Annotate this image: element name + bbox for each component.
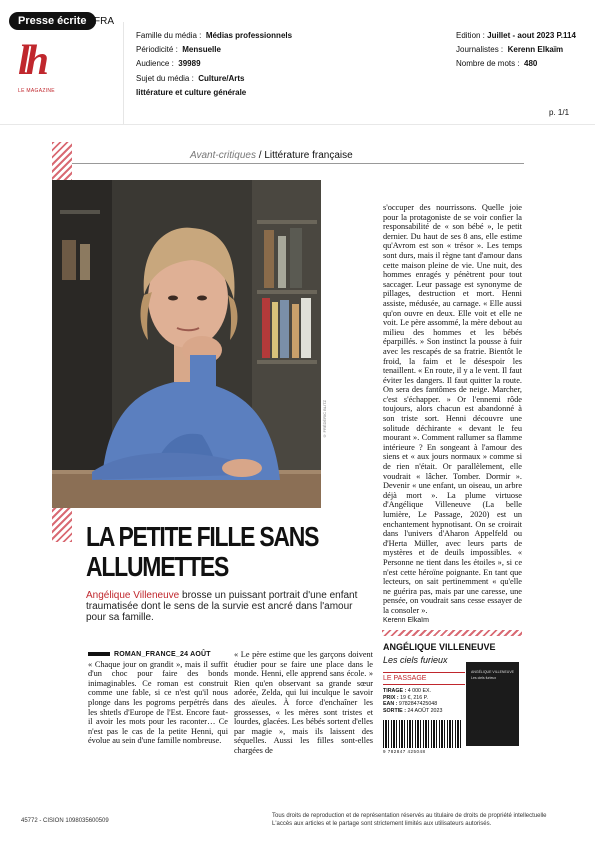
meta-sujet-detail: littérature et culture générale (136, 88, 247, 97)
article-column-a (88, 650, 228, 746)
magazine-logo-subtitle: LE MAGAZINE (18, 88, 55, 94)
lede-author: Angélique Villeneuve (86, 590, 180, 601)
meta-journalistes: Journalistes : Kerenn Elkaïm (456, 45, 564, 54)
meta-audience: Audience : 39989 (136, 59, 201, 68)
meta-periodicite: Périodicité : Mensuelle (136, 45, 221, 54)
book-title: Les ciels furieux (383, 655, 448, 665)
genre-ticker: ROMAN_FRANCE_24 AOÛT (88, 650, 228, 660)
book-ean: EAN : 9782847425048 (383, 701, 438, 708)
footer-id: 45772 - CISION 1098035600509 (21, 818, 109, 824)
barcode-digits: 9 782847 425048 (383, 749, 426, 754)
page-number: p. 1/1 (549, 108, 570, 117)
meta-sujet: Sujet du média : Culture/Arts (136, 74, 245, 83)
article-headline (86, 522, 332, 582)
book-cover-title: Les ciels furieux (471, 676, 497, 680)
article-signature: Kerenn Elkaïm (383, 617, 429, 624)
headline-line-2: ALLUMETTES (86, 551, 229, 582)
photo-credit: © FRÉDÉRIC BLITZ (322, 400, 327, 439)
article-column-c: s'occuper des nourrissons. Quelle joie pour la protagoniste de se voir confier la responsabilité de « son bébé », le petit dernier. Du haut de ses 8 ans, elle estime qu'Avrom est son « trésor ». Les temps sont durs, mais il règne tant d'amour dans cette maison pleine de vie. Une nuit, des hommes enragés y pénètrent pour tout saccager. Leur passage est synonyme de pillages, destruction et mort. Henni assiste, médusée, au carnage. « Elle aussi qu'on ouvre en deux. Elle voit et elle ne voit. Le père assommé, la mère debout au milieu des hommes et les bébés éparpillés. » Son instinct la pousse à fuir avec les rescapés de sa fratrie. Bientôt le froid, la faim et le désespoir les tenaillent. « En route, il y a le vent. Il faut éviter les dangers. Il faut quitter la route. On sera des fantômes de neige. Marcher, c'est s'échapper. » Or l'ennemi rôde toujours, alors chacun est abandonné à son triste sort. Henni découvre une solitude déchirante « devant le feu mourant ». Comment rallumer sa flamme intérieure ? En songeant à l'amour des siens et « aux jours normaux » comme si de rien n'était. Or parallèlement, elle voudrait « lâcher. Tomber. Dormir ». Devenir « une enfant, un oiseau, un arbre déjà mort ». La plume virtuose d'Angélique Villeneuve (La belle lumière, Le Passage, 2020) est un enchantement hypnotisant. On se croirait dans l'univers d'Aharon Appelfeld ou d'Herta Müller, avec leurs parts de mystères et de deuils impossibles. « Personne ne tient dans les étoiles », si ce n'est cette héroïne poignante. En tant que lecteurs, on sait pertinemment « qu'elle ne guérira pas, mais par une caresse, une pensée, on voudrait sans cesse essayer de la consoler ». (383, 203, 522, 615)
book-info (383, 688, 442, 714)
header-bottom-rule (0, 124, 595, 125)
book-author: ANGÉLIQUE VILLENEUVE (383, 642, 496, 652)
headline-line-1: LA PETITE FILLE SANS (86, 521, 319, 552)
meta-edition: Edition : Juillet - aout 2023 P.114 (456, 31, 576, 40)
footer-rights: Tous droits de reproduction et de représentation réservés au titulaire de droits de propriété intellectuelle L'accès aux articles et le partage sont strictement limités aux utilisateurs autorisés. (272, 813, 547, 827)
book-cover (466, 662, 519, 746)
barcode-image (383, 720, 463, 748)
book-publisher: LE PASSAGE (383, 672, 465, 685)
language-code: FRA (94, 16, 114, 27)
column-a-text: « Chaque jour on grandit », mais il suffit d'un choc pour faire des bonds inimaginables. Ce roman est construit comme une fable, si ce n'est qu'il nous plonge dans les pogroms perpétrés dans les shtetls d'Europe de l'Est. Encore faut-il avoir les mots pour les raconter… Ce n'est pas le cas de la petite Henni, qui évolue au sein d'une famille nombreuse. (88, 659, 228, 746)
article-lede (86, 590, 372, 623)
meta-nombre-mots: Nombre de mots : 480 (456, 59, 538, 68)
header-divider (123, 22, 124, 124)
book-sortie: SORTIE : 24 AOÛT 2023 (383, 707, 443, 714)
book-cover-author: ANGÉLIQUE VILLENEUVE (471, 670, 514, 674)
author-photo (52, 180, 321, 508)
media-type-badge: Presse écrite (9, 12, 96, 30)
rubric-rule (72, 163, 524, 164)
book-prix: PRIX : 19 €, 216 P. (383, 694, 428, 701)
lede-text: brosse un puissant portrait d'une enfant traumatisée dont le sens de la survie est ancré dans l'amour pour sa famille. (86, 590, 358, 623)
rubric: Avant-critiques / Littérature française (190, 150, 353, 161)
book-tirage: TIRAGE : 4 000 EX. (383, 688, 431, 694)
article-column-b: « Le père estime que les garçons doivent étudier pour se faire une place dans le monde. Henni, elle apprend sans école. » Rien qu'en observant sa grande sœur adorée, Zelda, qui lui inculque le savoir des aïeules. À force d'enchaîner les grossesses, « les mères sont tristes et lourdes, glacées. Les bébés sortent d'elles par magie », mais ils laissent des séquelles. Aussi les filles sont-elles chargées de (234, 650, 373, 755)
ticker-bar (88, 652, 110, 656)
book-box-hatch (382, 630, 522, 636)
meta-famille: Famille du média : Médias professionnels (136, 31, 293, 40)
magazine-logo: lh (18, 38, 46, 84)
